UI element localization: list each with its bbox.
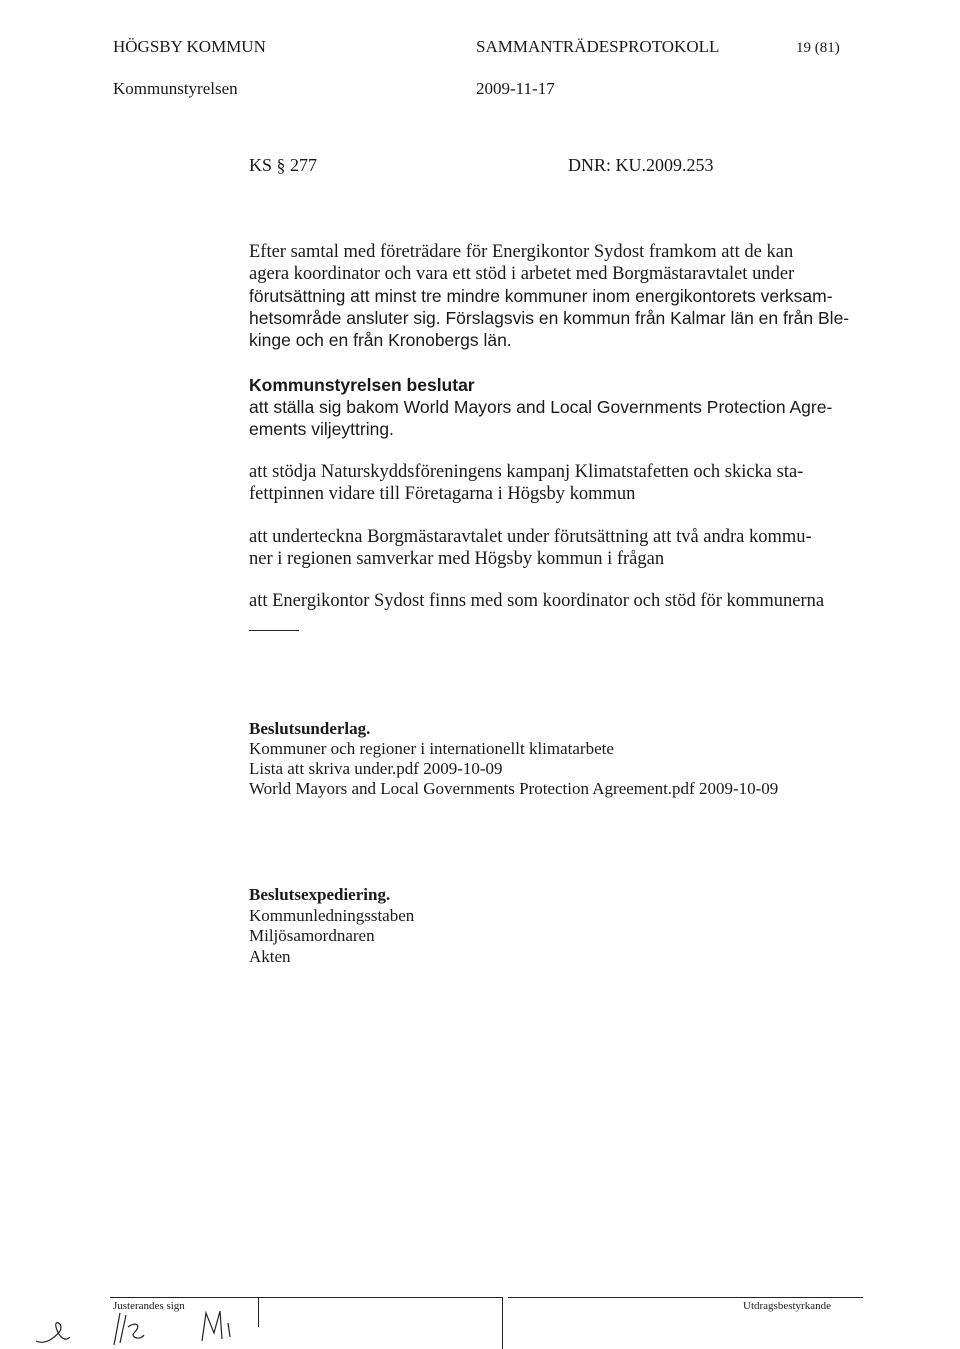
decision-item-2 — [249, 461, 861, 505]
footer-separator — [502, 1297, 503, 1349]
intro-line: agera koordinator och vara ett stöd i arbetet med Borgmästaravtalet under — [249, 264, 795, 284]
dispatch-heading: Beslutsexpediering. — [249, 885, 391, 904]
basis-heading: Beslutsunderlag. — [249, 719, 371, 738]
decision-dispatch — [249, 885, 861, 967]
decision-section — [249, 374, 861, 440]
registration-number: DNR: KU.2009.253 — [568, 155, 714, 175]
intro-line: kinge och en från Kronobergs län. — [249, 330, 512, 350]
page-number: 19 (81) — [796, 40, 840, 56]
handwritten-signatures — [30, 1305, 290, 1349]
meeting-date: 2009-11-17 — [476, 79, 555, 98]
decision-item: att ställa sig bakom World Mayors and Local Governments Protection Agre- — [249, 397, 833, 417]
intro-paragraph — [249, 241, 861, 351]
committee-name: Kommunstyrelsen — [113, 79, 238, 98]
dispatch-item: Miljösamordnaren — [249, 926, 375, 945]
municipality-name: HÖGSBY KOMMUN — [113, 37, 266, 56]
basis-item: Lista att skriva under.pdf 2009-10-09 — [249, 759, 503, 778]
footer-rule-left — [110, 1297, 502, 1298]
dispatch-item: Kommunledningsstaben — [249, 905, 415, 925]
intro-line: förutsättning att minst tre mindre kommuner inom energikontorets verksam- — [249, 286, 833, 306]
decision-item: ements viljeyttring. — [249, 419, 394, 439]
case-number: KS § 277 — [249, 155, 318, 175]
intro-line: Efter samtal med företrädare för Energikontor Sydost framkom att de kan — [249, 242, 794, 262]
basis-item: World Mayors and Local Governments Protection Agreement.pdf 2009-10-09 — [249, 779, 779, 798]
footer-rule-right — [508, 1297, 863, 1298]
decision-item-4 — [249, 590, 861, 612]
decision-item: att Energikontor Sydost finns med som koordinator och stöd för kommunerna — [249, 591, 825, 611]
signature-label: Justerandes sign — [113, 1300, 185, 1312]
decision-item-3 — [249, 526, 861, 570]
basis-item: Kommuner och regioner i internationellt klimatarbete — [249, 739, 614, 758]
decision-item: fettpinnen vidare till Företagarna i Högsby kommun — [249, 484, 636, 504]
decision-item: att stödja Naturskyddsföreningens kampanj Klimatstafetten och skicka sta- — [249, 462, 804, 482]
dispatch-item: Akten — [249, 946, 291, 966]
decision-item: ner i regionen samverkar med Högsby kommun i frågan — [249, 549, 665, 569]
decision-item: att underteckna Borgmästaravtalet under förutsättning att två andra kommu- — [249, 527, 812, 547]
intro-line: hetsområde ansluter sig. Förslagsvis en kommun från Kalmar län en från Ble- — [249, 308, 850, 328]
certification-label: Utdragsbestyrkande — [743, 1300, 831, 1312]
document-type: SAMMANTRÄDESPROTOKOLL — [476, 37, 720, 56]
section-divider — [249, 630, 299, 631]
decision-basis — [249, 719, 861, 799]
decision-heading: Kommunstyrelsen beslutar — [249, 375, 475, 395]
